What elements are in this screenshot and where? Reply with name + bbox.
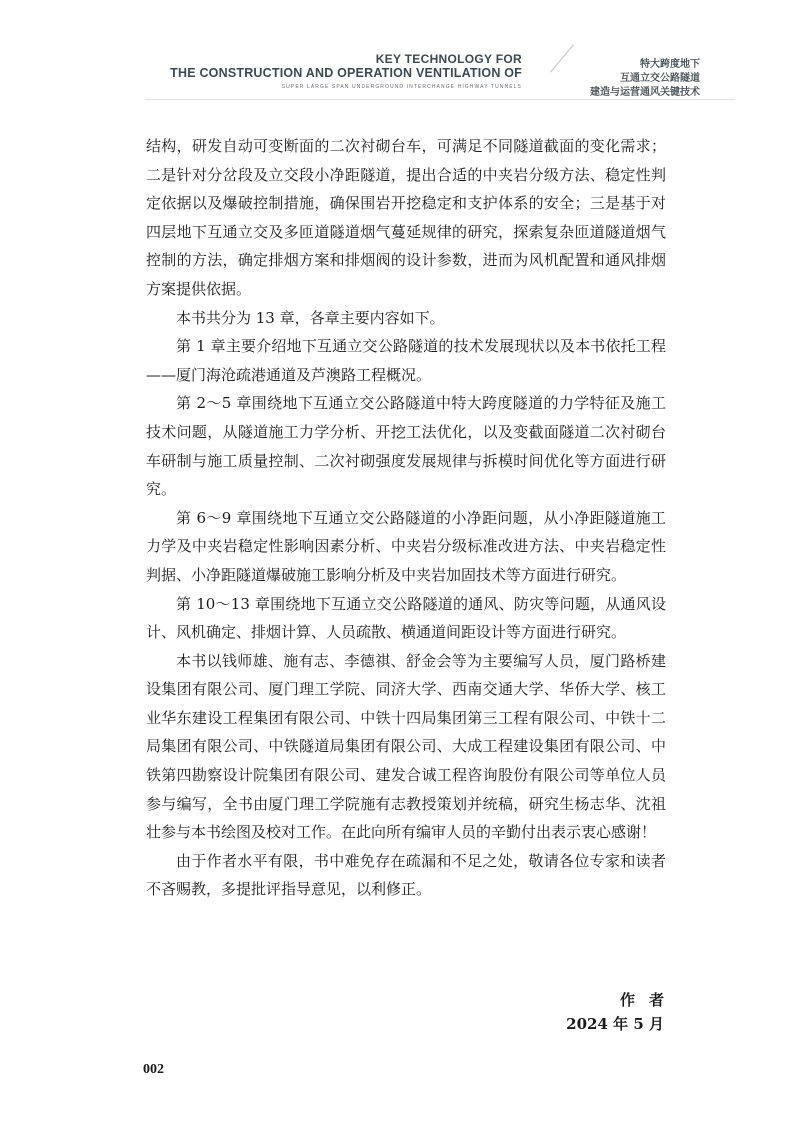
header-english-title-line2: THE CONSTRUCTION AND OPERATION VENTILATION OF <box>170 66 522 80</box>
signature-date: 2024 年 5 月 <box>566 1015 664 1033</box>
paragraph-overview: 本书共分为 13 章，各章主要内容如下。 <box>176 308 445 327</box>
paragraph-chapters-2-5: 第 2～5 章围绕地下互通立交公路隧道中特大跨度隧道的力学特征及施工技术问题，从隧道施工力学分析、开挖工法优化，以及变截面隧道二次衬砌台车研制与施工质量控制、二次衬砌强度发展规律与拆模时间优化等方面进行研究。 <box>146 394 666 499</box>
paragraph-chapter-1: 第 1 章主要介绍地下互通立交公路隧道的技术发展现状以及本书依托工程——厦门海沧疏港通道及芦澳路工程概况。 <box>146 337 666 384</box>
paragraph-closing: 由于作者水平有限，书中难免存在疏漏和不足之处，敬请各位专家和读者不吝赐教，多提批评指导意见，以利修正。 <box>146 851 666 899</box>
header-chinese-title-line2: 互通立交公路隧道 <box>620 73 700 84</box>
signature-block <box>566 988 678 1036</box>
preface-body <box>146 132 666 904</box>
page-number: 002 <box>143 1062 164 1077</box>
paragraph-chapters-10-13: 第 10～13 章围绕地下互通立交公路隧道的通风、防灾等问题，从通风设计、风机确定、排烟计算、人员疏散、横通道间距设计等方面进行研究。 <box>146 594 666 642</box>
paragraph-continued: 结构，研发自动可变断面的二次衬砌台车，可满足不同隧道截面的变化需求；二是针对分岔段及立交段小净距隧道，提出合适的中夹岩分级方法、稳定性判定依据以及爆破控制措施，确保围岩开挖稳定和支护体系的安全；三是基于对四层地下互通立交及多匝道隧道烟气蔓延规律的研究，探索复杂匝道隧道烟气控制的方法，确定排烟方案和排烟阀的设计参数，进而为风机配置和通风排烟方案提供依据。 <box>146 137 666 298</box>
header-rule <box>145 99 735 100</box>
signature-author: 作者 <box>619 991 678 1009</box>
page-header <box>0 0 790 110</box>
header-divider-slash <box>550 44 574 72</box>
paragraph-acknowledgements: 本书以钱师雄、施有志、李德祺、舒金会等为主要编写人员，厦门路桥建设集团有限公司、厦门理工学院、同济大学、西南交通大学、华侨大学、核工业华东建设工程集团有限公司、中铁十四局集团第三工程有限公司、中铁十二局集团有限公司、中铁隧道局集团有限公司、大成工程建设集团有限公司、中铁第四勘察设计院集团有限公司、建发合诚工程咨询股份有限公司等单位人员参与编写，全书由厦门理工学院施有志教授策划并统稿，研究生杨志华、沈祖壮参与本书绘图及校对工作。在此向所有编审人员的辛勤付出表示衷心感谢！ <box>146 651 666 842</box>
paragraph-chapters-6-9: 第 6～9 章围绕地下互通立交公路隧道的小净距问题，从小净距隧道施工力学及中夹岩稳定性影响因素分析、中夹岩分级标准改进方法、中夹岩稳定性判据、小净距隧道爆破施工影响分析及中夹岩加固技术等方面进行研究。 <box>146 508 666 584</box>
header-english-subtitle: SUPER LARGE SPAN UNDERGROUND INTERCHANGE HIGHWAY TUNNELS <box>281 84 522 90</box>
header-chinese-title-line1: 特大跨度地下 <box>640 59 700 70</box>
header-english-title-line1: KEY TECHNOLOGY FOR <box>375 52 522 66</box>
header-chinese-title-line3: 建造与运营通风关键技术 <box>590 87 700 98</box>
